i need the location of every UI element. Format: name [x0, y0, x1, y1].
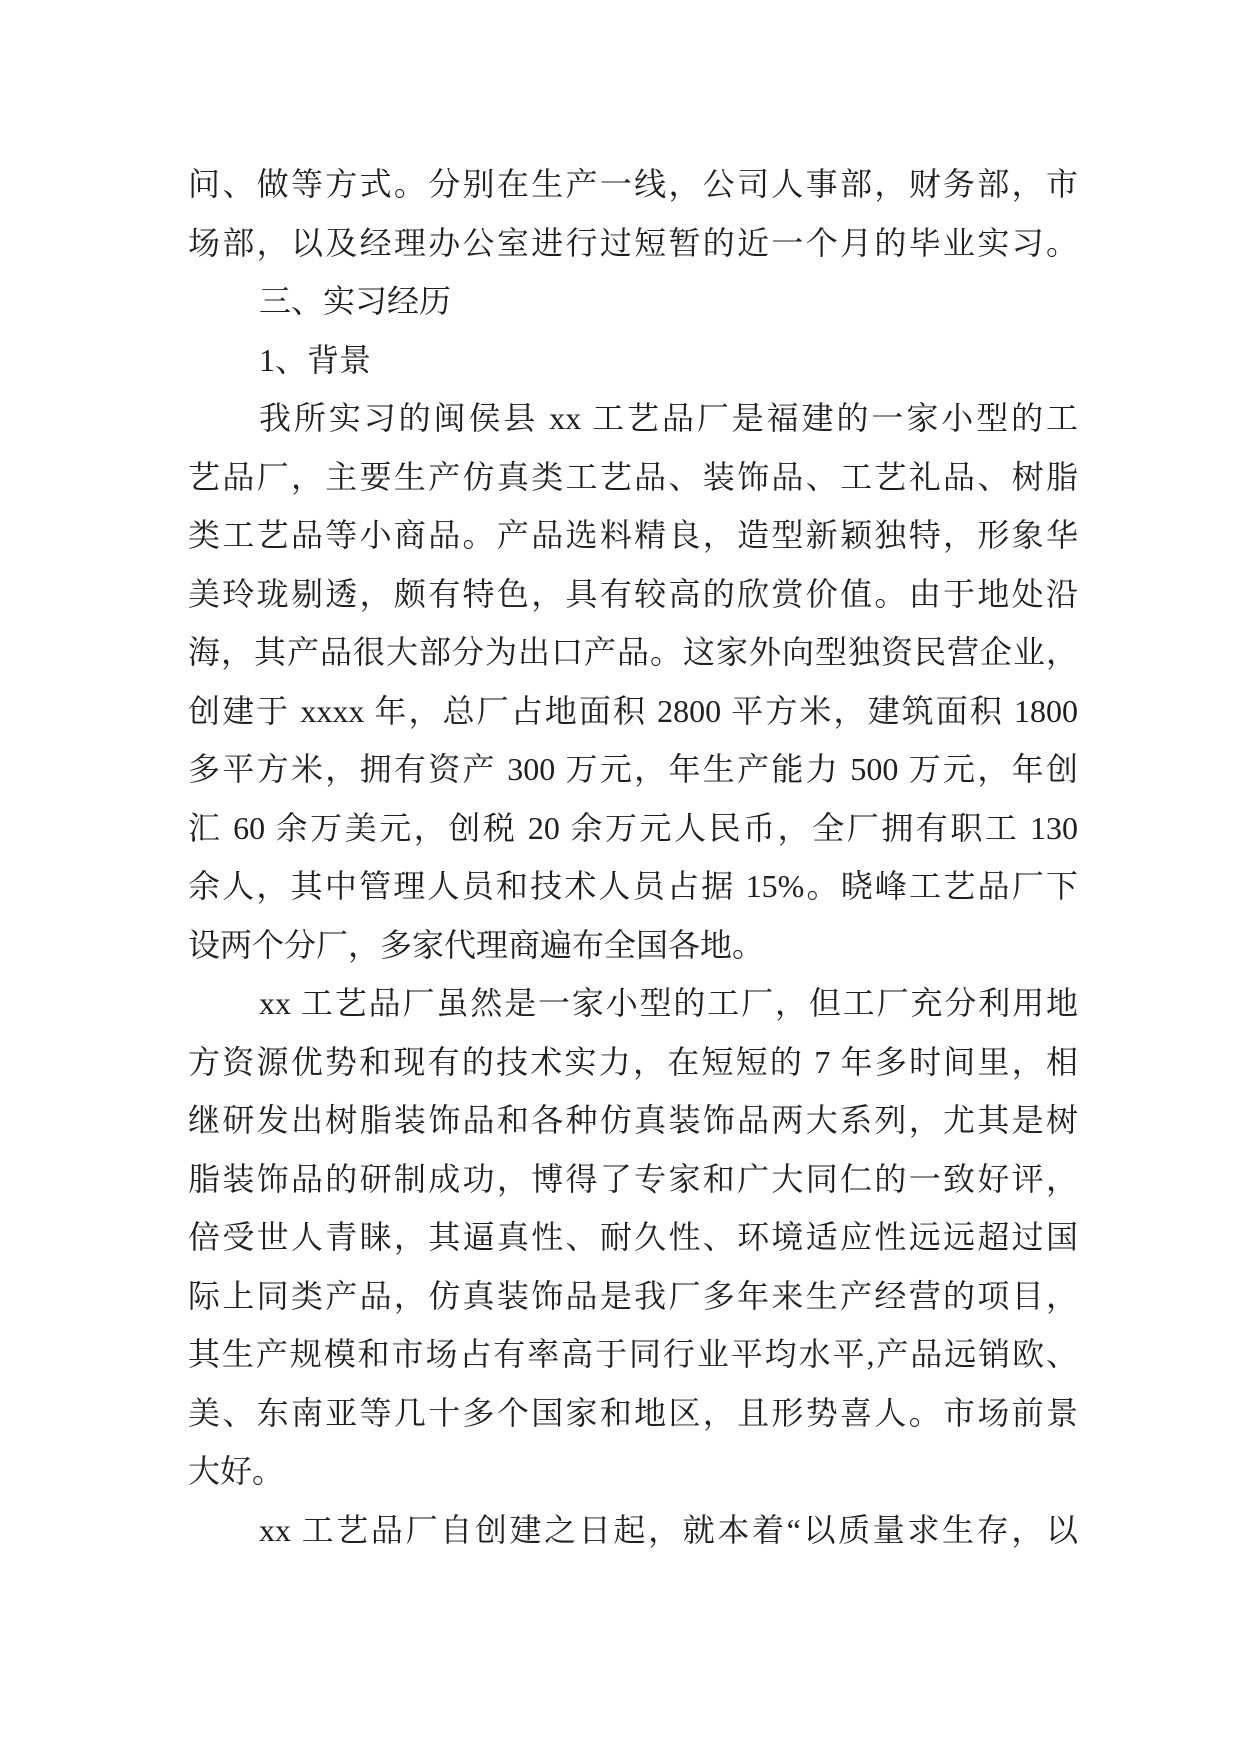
text-line: 继研发出树脂装饰品和各种仿真装饰品两大系列，尤其是树 [188, 1102, 1078, 1138]
text-line: 场部，以及经理办公室进行过短暂的近一个月的毕业实习。 [188, 224, 1078, 261]
text-line: 汇 60 余万美元，创税 20 余万元人民币，全厂拥有职工 130 [188, 809, 1078, 846]
text-line: 余人，其中管理人员和技术人员占据 15%。晓峰工艺品厂下 [188, 868, 1078, 904]
text-line: 设两个分厂，多家代理商遍布全国各地。 [188, 926, 765, 963]
text-line: xx 工艺品厂虽然是一家小型的工厂，但工厂充分利用地 [259, 985, 1078, 1021]
text-line: 其生产规模和市场占有率高于同行业平均水平,产品远销欧、 [188, 1336, 1078, 1372]
text-line: 倍受世人青睐，其逼真性、耐久性、环境适应性远远超过国 [188, 1219, 1078, 1255]
text-line: 1、背景 [259, 341, 372, 378]
text-line: 方资源优势和现有的技术实力，在短短的 7 年多时间里，相 [188, 1043, 1078, 1080]
text-line: 艺品厂，主要生产仿真类工艺品、装饰品、工艺礼品、树脂 [188, 458, 1078, 495]
text-line: 多平方米，拥有资产 300 万元，年生产能力 500 万元，年创 [188, 751, 1078, 787]
text-line: 海，其产品很大部分为出口产品。这家外向型独资民营企业， [188, 634, 1078, 670]
document-text-block [188, 155, 1078, 1559]
text-line: 脂装饰品的研制成功，博得了专家和广大同仁的一致好评， [188, 1160, 1078, 1197]
text-line: 三、实习经历 [259, 283, 452, 319]
text-line: 大好。 [188, 1453, 285, 1489]
text-line: 问、做等方式。分别在生产一线，公司人事部，财务部，市 [188, 166, 1078, 202]
text-line: 类工艺品等小商品。产品选料精良，造型新颖独特，形象华 [188, 517, 1078, 553]
text-line: 际上同类产品，仿真装饰品是我厂多年来生产经营的项目， [188, 1277, 1078, 1314]
text-line: 美玲珑剔透，颇有特色，具有较高的欣赏价值。由于地处沿 [188, 575, 1078, 612]
text-line: xx 工艺品厂自创建之日起，就本着“以质量求生存，以 [259, 1511, 1078, 1548]
text-line: 我所实习的闽侯县 xx 工艺品厂是福建的一家小型的工 [259, 400, 1078, 436]
text-line: 美、东南亚等几十多个国家和地区，且形势喜人。市场前景 [188, 1394, 1078, 1431]
text-line: 创建于 xxxx 年，总厂占地面积 2800 平方米，建筑面积 1800 [188, 692, 1078, 729]
